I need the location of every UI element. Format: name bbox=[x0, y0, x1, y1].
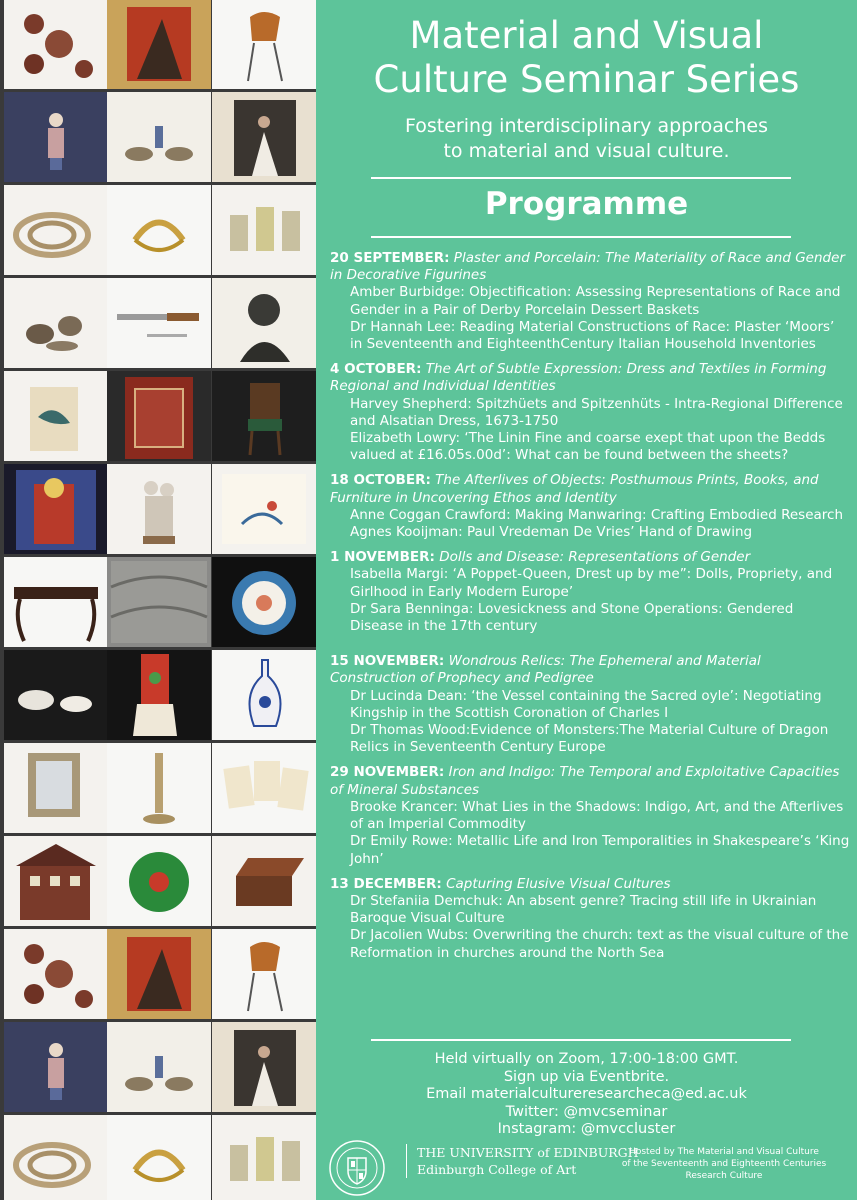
basket-figures-icon bbox=[107, 92, 211, 182]
lace-icon bbox=[107, 650, 211, 740]
session-date: 20 SEPTEMBER: bbox=[330, 250, 450, 266]
logo-bar bbox=[326, 1138, 851, 1198]
goblets-icon bbox=[212, 185, 316, 275]
session-date: 18 OCTOBER: bbox=[330, 472, 431, 489]
session-theme: Wondrous Relics: The Ephemeral and Material Construction of Prophecy and Pedigree bbox=[330, 653, 761, 687]
talk-item: Dr Stefaniia Demchuk: An absent genre? Tracing still life in Ukrainian Baroque Visual Culture bbox=[350, 892, 817, 927]
talk-item: Dr Hannah Lee: Reading Material Constructions of Race: Plaster ‘Moors’ in Seventeenth and EighteenthCentury Italian Household Inventories bbox=[350, 318, 835, 353]
box-icon bbox=[212, 836, 316, 926]
college-name: Edinburgh College of Art bbox=[417, 1162, 577, 1177]
talk-item: Anne Coggan Crawford: Making Manwaring: Crafting Embodied Research bbox=[350, 506, 844, 523]
red-figure-icon bbox=[107, 0, 211, 89]
rope-coil-icon bbox=[4, 1115, 108, 1200]
page-title bbox=[316, 14, 857, 102]
divider-programme bbox=[371, 236, 791, 238]
talk-item: Dr Thomas Wood:Evidence of Monsters:The Material Culture of Dragon Relics in Seventeenth Century Europe bbox=[350, 722, 829, 756]
chair-icon bbox=[212, 929, 316, 1019]
stained-glass-icon bbox=[4, 464, 108, 554]
session-item bbox=[330, 361, 850, 464]
talk-item: Harvey Shepherd: Spitzhüets and Spitzenhüts - Intra-Regional Difference and Alsatian Dress, 1673-1750 bbox=[350, 395, 843, 429]
title-line-1: Material and Visual bbox=[409, 14, 764, 57]
title-line-2: Culture Seminar Series bbox=[373, 58, 800, 101]
subtitle-line-2: to material and visual culture. bbox=[443, 140, 730, 162]
portrait-woman-icon bbox=[212, 92, 316, 182]
mirror-icon bbox=[4, 743, 108, 833]
session-item bbox=[330, 472, 850, 541]
plate-icon bbox=[212, 557, 316, 647]
dollhouse-icon bbox=[4, 836, 108, 926]
session-date: 29 NOVEMBER: bbox=[330, 764, 445, 781]
subtitle bbox=[316, 114, 857, 164]
session-date: 13 DECEMBER: bbox=[330, 875, 442, 892]
basket-figures-icon bbox=[107, 1022, 211, 1112]
zoom-info: Held virtually on Zoom, 17:00-18:00 GMT. bbox=[434, 1051, 739, 1067]
yoyo-icon bbox=[107, 836, 211, 926]
talk-item: Brooke Krancer: What Lies in the Shadows: Indigo, Art, and the Afterlives of an Imperial Commodity bbox=[350, 798, 844, 833]
session-item bbox=[330, 764, 850, 867]
talk-item: Dr Jacolien Wubs: Overwriting the church: text as the visual culture of the Reformation in churches around the North Sea bbox=[350, 927, 849, 961]
signup-info: Sign up via Eventbrite. bbox=[503, 1068, 670, 1085]
armchair-icon bbox=[212, 371, 316, 461]
session-heading bbox=[330, 361, 850, 395]
session-item bbox=[330, 876, 850, 962]
bangle-icon bbox=[107, 185, 211, 275]
talk-item: Amber Burbidge: Objectification: Assessing Representations of Race and Gender in a Pair of Derby Porcelain Dessert Baskets bbox=[350, 284, 841, 318]
portrait-woman-icon bbox=[212, 1022, 316, 1112]
session-date: 4 OCTOBER: bbox=[330, 361, 422, 378]
instagram-link[interactable]: Instagram: @mvccluster bbox=[497, 1121, 676, 1137]
talk-item: Agnes Kooijman: Paul Vredeman De Vries’ Hand of Drawing bbox=[350, 524, 753, 541]
rope-coil-icon bbox=[4, 185, 108, 275]
session-heading bbox=[330, 472, 850, 506]
cards-icon bbox=[212, 743, 316, 833]
goblets-icon bbox=[212, 1115, 316, 1200]
event-info bbox=[316, 1051, 857, 1139]
medals-icon bbox=[4, 929, 108, 1019]
divider-footer bbox=[371, 1039, 791, 1041]
textile-icon bbox=[107, 557, 211, 647]
session-list bbox=[330, 250, 850, 970]
statue-pair-icon bbox=[107, 464, 211, 554]
subtitle-line-1: Fostering interdisciplinary approaches bbox=[405, 115, 768, 137]
session-date: 1 NOVEMBER: bbox=[330, 549, 435, 566]
talk-item: Dr Emily Rowe: Metallic Life and Iron Temporalities in Shakespeare’s ‘King John’ bbox=[350, 833, 850, 867]
rug-icon bbox=[107, 371, 211, 461]
university-name: THE UNIVERSITY of EDINBURGH bbox=[417, 1145, 639, 1160]
bowls-icon bbox=[4, 650, 108, 740]
programme-heading: Programme bbox=[484, 186, 689, 222]
session-theme: Capturing Elusive Visual Cultures bbox=[446, 875, 671, 892]
medals-icon bbox=[4, 0, 108, 89]
session-heading bbox=[330, 764, 850, 798]
teapots-icon bbox=[4, 278, 108, 368]
session-theme: The Art of Subtle Expression: Dress and Textiles in Forming Regional and Individual Identities bbox=[330, 361, 827, 395]
session-date: 15 NOVEMBER: bbox=[330, 653, 445, 670]
knife-fork-icon bbox=[107, 278, 211, 368]
photo-grid bbox=[0, 0, 316, 1200]
session-item bbox=[330, 250, 850, 353]
session-item bbox=[330, 653, 850, 756]
session-heading bbox=[330, 250, 850, 284]
vase-icon bbox=[212, 650, 316, 740]
talk-item: Elizabeth Lowry: ‘The Linin Fine and coarse exept that upon the Bedds valued at £16.05s.00d’: What can be found between the sheets? bbox=[350, 430, 826, 464]
talk-item: Dr Lucinda Dean: ‘the Vessel containing the Sacred oyle’: Negotiating Kingship in the Scottish Coronation of Charles I bbox=[350, 687, 822, 721]
session-theme: The Afterlives of Objects: Posthumous Prints, Books, and Furniture in Uncovering Ethos and Identity bbox=[330, 472, 819, 506]
talk-item: Dr Sara Benninga: Lovesickness and Stone Operations: Gendered Disease in the 17th century bbox=[350, 600, 794, 635]
hosted-line-2: of the Seventeenth and Eighteenth Centuries bbox=[621, 1159, 827, 1169]
candlestick-icon bbox=[107, 743, 211, 833]
whale-print-icon bbox=[4, 371, 108, 461]
session-item bbox=[330, 549, 850, 635]
bangle-icon bbox=[107, 1115, 211, 1200]
chair-icon bbox=[212, 0, 316, 89]
divider-top bbox=[371, 177, 791, 179]
figurine-icon bbox=[4, 1022, 108, 1112]
hosted-line-1: Hosted by The Material and Visual Culture bbox=[629, 1147, 819, 1157]
session-heading bbox=[330, 549, 850, 566]
figurine-icon bbox=[4, 92, 108, 182]
programme-panel bbox=[316, 0, 857, 1200]
session-heading bbox=[330, 876, 850, 893]
bust-icon bbox=[212, 278, 316, 368]
red-figure-icon bbox=[107, 929, 211, 1019]
email-link[interactable]: Email materialcultureresearcheca@ed.ac.uk bbox=[426, 1086, 747, 1102]
university-crest-icon bbox=[326, 1138, 388, 1198]
twitter-link[interactable]: Twitter: @mvcseminar bbox=[505, 1103, 668, 1120]
session-theme: Iron and Indigo: The Temporal and Exploitative Capacities of Mineral Substances bbox=[330, 764, 840, 798]
talk-item: Isabella Margi: ‘A Poppet-Queen, Drest up by me”: Dolls, Propriety, and Girlhood in Early Modern Europe’ bbox=[350, 566, 833, 600]
table-icon bbox=[4, 557, 108, 647]
session-theme: Plaster and Porcelain: The Materiality of Race and Gender in Decorative Figurines bbox=[330, 250, 845, 284]
hosted-by bbox=[599, 1146, 849, 1182]
hosted-line-3: Research Culture bbox=[685, 1171, 763, 1181]
drawing-icon bbox=[212, 464, 316, 554]
session-heading bbox=[330, 653, 850, 687]
session-theme: Dolls and Disease: Representations of Gender bbox=[439, 549, 751, 566]
